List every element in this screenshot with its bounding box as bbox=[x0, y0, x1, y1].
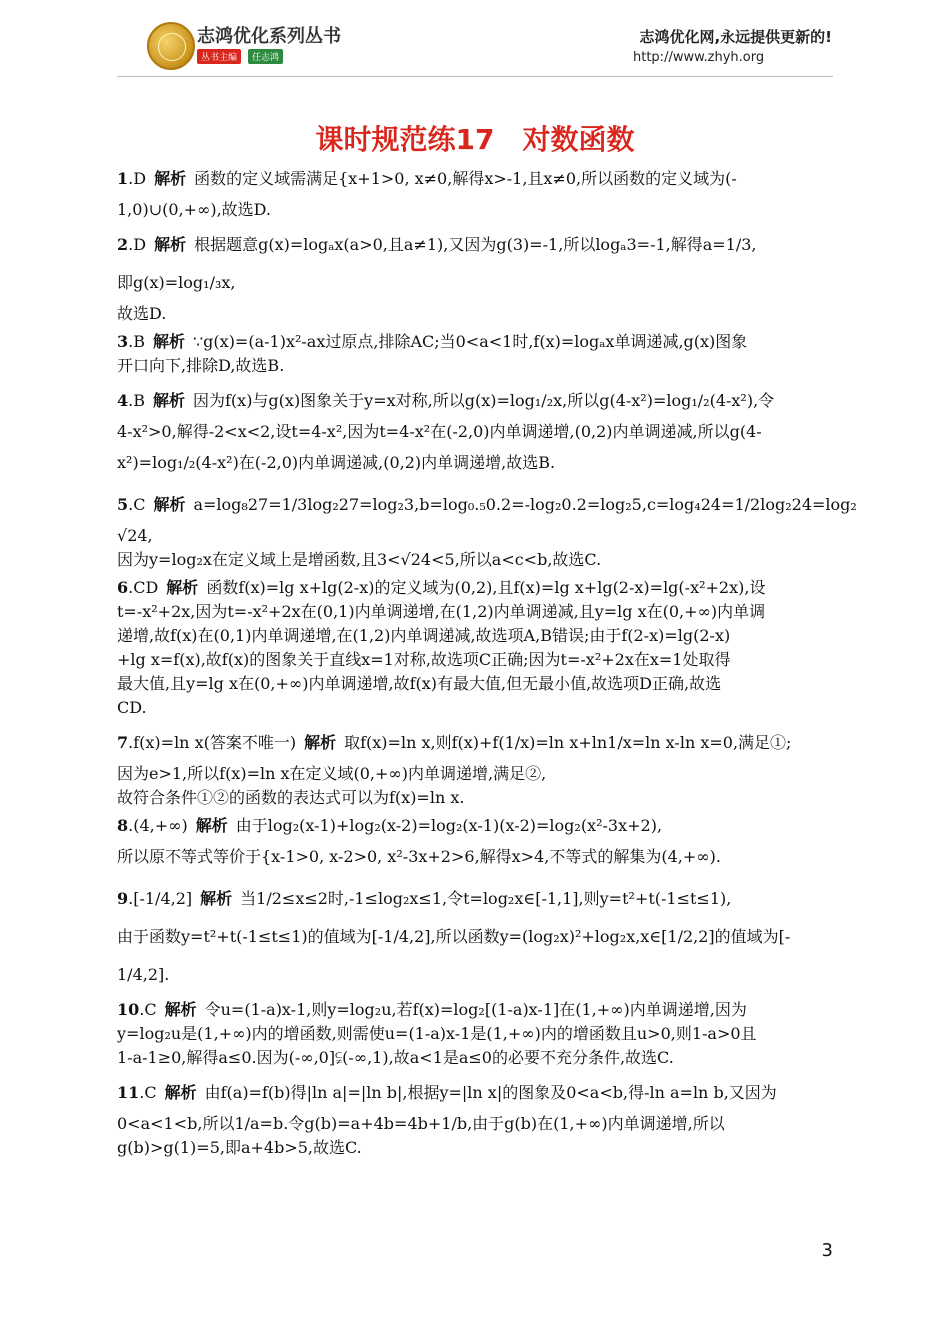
solution-text: 因为e>1,所以f(x)=ln x在定义域(0,+∞)内单调递增,满足②, bbox=[117, 764, 547, 783]
solution-text: 开口向下,排除D,故选B. bbox=[117, 356, 285, 375]
solution-text: 取f(x)=ln x,则f(x)+f(1/x)=ln x+ln1/x=ln x-ln x=0,满足①; bbox=[344, 733, 792, 752]
solution-text: 函数f(x)=lg x+lg(2-x)的定义域为(0,2),且f(x)=lg x+lg(2-x)=lg(-x²+2x),设 bbox=[206, 578, 766, 597]
problem-10-start bbox=[117, 998, 833, 1022]
answer: .B bbox=[128, 332, 145, 351]
solution-text: 所以原不等式等价于{x-1>0, x-2>0, x²-3x+2>6,解得x>4,不等式的解集为(4,+∞). bbox=[117, 847, 721, 866]
solution-line bbox=[117, 302, 833, 326]
solution-text: ∵g(x)=(a-1)x²-ax过原点,排除AC;当0<a<1时,f(x)=logₐx单调递减,g(x)图象 bbox=[193, 332, 748, 351]
solution-text: 因为y=log₂x在定义域上是增函数,且3<√24<5,所以a<c<b,故选C. bbox=[117, 550, 602, 569]
problem-5-start bbox=[117, 486, 857, 524]
solution-line bbox=[117, 548, 833, 572]
problem-number: 4 bbox=[117, 391, 129, 410]
answer: .D bbox=[128, 235, 147, 254]
analysis-label: 解析 bbox=[154, 169, 187, 188]
problem-7-start bbox=[117, 724, 833, 762]
problem-11-start bbox=[117, 1074, 833, 1112]
solution-line bbox=[117, 264, 833, 302]
page-number: 3 bbox=[821, 1240, 833, 1261]
solution-text: 最大值,且y=lg x在(0,+∞)内单调递增,故f(x)有最大值,但无最小值,故选项D正确,故选 bbox=[117, 674, 722, 693]
answer: .C bbox=[139, 1083, 157, 1102]
problem-number: 2 bbox=[117, 235, 129, 254]
solution-text: g(b)>g(1)=5,即a+4b>5,故选C. bbox=[117, 1138, 362, 1157]
solution-text: 递增,故f(x)在(0,1)内单调递增,在(1,2)内单调递减,故选项A,B错误;由于f(2-x)=lg(2-x) bbox=[117, 626, 731, 645]
solution-text: 当1/2≤x≤2时,-1≤log₂x≤1,令t=log₂x∈[-1,1],则y=t²+t(-1≤t≤1), bbox=[240, 889, 732, 908]
solution-line bbox=[117, 198, 833, 222]
solution-line bbox=[117, 696, 833, 720]
solution-text: 故符合条件①②的函数的表达式可以为f(x)=ln x. bbox=[117, 788, 465, 807]
solution-text: 1-a-1≥0,解得a≤0.因为(-∞,0]⫋(-∞,1),故a<1是a≤0的必要不充分条件,故选C. bbox=[117, 1048, 674, 1067]
solution-text: x²)=log₁/₂(4-x²)在(-2,0)内单调递减,(0,2)内单调递增,故选B. bbox=[117, 453, 556, 472]
problem-number: 9 bbox=[117, 889, 129, 908]
solution-text: 1/4,2]. bbox=[117, 965, 170, 984]
problem-number: 10 bbox=[117, 1000, 140, 1019]
problem-number: 6 bbox=[117, 578, 129, 597]
answer: .CD bbox=[128, 578, 159, 597]
solution-text: y=log₂u是(1,+∞)内的增函数,则需使u=(1-a)x-1是(1,+∞)内的增函数且u>0,则1-a>0且 bbox=[117, 1024, 757, 1043]
solution-line bbox=[117, 420, 833, 444]
header-divider bbox=[117, 76, 833, 77]
solution-text: 由于函数y=t²+t(-1≤t≤1)的值域为[-1/4,2],所以函数y=(log₂x)²+log₂x,x∈[1/2,2]的值域为[- bbox=[117, 927, 791, 946]
site-url[interactable]: http://www.zhyh.org bbox=[633, 50, 765, 65]
solution-line bbox=[117, 1112, 833, 1136]
problem-number: 1 bbox=[117, 169, 129, 188]
solutions-body bbox=[117, 160, 857, 1160]
solution-text: +lg x=f(x),故f(x)的图象关于直线x=1对称,故选项C正确;因为t=-x²+2x在x=1处取得 bbox=[117, 650, 731, 669]
solution-text: 0<a<1<b,所以1/a=b.令g(b)=a+4b=4b+1/b,由于g(b)在(1,+∞)内单调递增,所以 bbox=[117, 1114, 725, 1133]
analysis-label: 解析 bbox=[166, 578, 199, 597]
problem-number: 11 bbox=[117, 1083, 140, 1102]
brand-logo bbox=[147, 22, 195, 70]
solution-text: 4-x²>0,解得-2<x<2,设t=4-x²,因为t=4-x²在(-2,0)内单调递增,(0,2)内单调递减,所以g(4- bbox=[117, 422, 762, 441]
solution-line bbox=[117, 1136, 833, 1160]
solution-line bbox=[117, 600, 833, 624]
solution-text: 由f(a)=f(b)得|ln a|=|ln b|,根据y=|ln x|的图象及0<a<b,得-ln a=ln b,又因为 bbox=[204, 1083, 777, 1102]
answer: .f(x)=ln x(答案不唯一) bbox=[128, 733, 297, 752]
answer: .C bbox=[128, 495, 146, 514]
analysis-label: 解析 bbox=[152, 391, 185, 410]
solution-line bbox=[117, 786, 833, 810]
analysis-label: 解析 bbox=[164, 1083, 197, 1102]
solution-text: 函数的定义域需满足{x+1>0, x≠0,解得x>-1,且x≠0,所以函数的定义域为(- bbox=[194, 169, 737, 188]
problem-4-start bbox=[117, 382, 833, 420]
solution-text: 根据题意g(x)=logₐx(a>0,且a≠1),又因为g(3)=-1,所以logₐ3=-1,解得a=1/3, bbox=[194, 235, 757, 254]
solution-line bbox=[117, 956, 833, 994]
solution-line bbox=[117, 524, 833, 548]
solution-line bbox=[117, 444, 833, 482]
answer: .B bbox=[128, 391, 145, 410]
solution-line bbox=[117, 918, 833, 956]
problem-number: 3 bbox=[117, 332, 129, 351]
solution-text: a=log₈27=1/3log₂27=log₂3,b=log₀.₅0.2=-log₂0.2=log₂5,c=log₄24=1/2log₂24=log₂ bbox=[193, 495, 857, 514]
solution-text: CD. bbox=[117, 698, 147, 717]
problem-8-start bbox=[117, 814, 833, 838]
problem-number: 8 bbox=[117, 816, 129, 835]
solution-text: 因为f(x)与g(x)图象关于y=x对称,所以g(x)=log₁/₂x,所以g(4-x²)=log₁/₂(4-x²),令 bbox=[193, 391, 775, 410]
analysis-label: 解析 bbox=[200, 889, 233, 908]
analysis-label: 解析 bbox=[195, 816, 228, 835]
problem-1-start bbox=[117, 160, 833, 198]
solution-line bbox=[117, 672, 833, 696]
series-editor-label: 丛书主编 bbox=[197, 49, 241, 64]
analysis-label: 解析 bbox=[164, 1000, 197, 1019]
analysis-label: 解析 bbox=[304, 733, 337, 752]
solution-line bbox=[117, 648, 833, 672]
page-header bbox=[0, 0, 950, 80]
solution-line bbox=[117, 1022, 833, 1046]
series-editor-name: 任志鸿 bbox=[248, 49, 283, 64]
analysis-label: 解析 bbox=[154, 235, 187, 254]
solution-text: 即g(x)=log₁/₃x, bbox=[117, 273, 236, 292]
solution-line bbox=[117, 838, 833, 876]
analysis-label: 解析 bbox=[152, 332, 185, 351]
analysis-label: 解析 bbox=[153, 495, 186, 514]
slogan: 志鸿优化网,永远提供更新的! bbox=[639, 28, 832, 46]
answer: .D bbox=[128, 169, 147, 188]
solution-text: 由于log₂(x-1)+log₂(x-2)=log₂(x-1)(x-2)=log₂(x²-3x+2), bbox=[235, 816, 663, 835]
solution-text: 1,0)∪(0,+∞),故选D. bbox=[117, 200, 272, 219]
problem-9-start bbox=[117, 880, 833, 918]
problem-6-start bbox=[117, 576, 833, 600]
problem-number: 7 bbox=[117, 733, 129, 752]
solution-text: 故选D. bbox=[117, 304, 167, 323]
solution-text: 令u=(1-a)x-1,则y=log₂u,若f(x)=log₂[(1-a)x-1]在(1,+∞)内单调递增,因为 bbox=[204, 1000, 747, 1019]
solution-line bbox=[117, 762, 833, 786]
problem-3-start bbox=[117, 330, 833, 354]
solution-text: t=-x²+2x,因为t=-x²+2x在(0,1)内单调递增,在(1,2)内单调递减,且y=lg x在(0,+∞)内单调 bbox=[117, 602, 766, 621]
problem-2-start bbox=[117, 226, 833, 264]
page-title: 课时规范练17 对数函数 bbox=[315, 123, 635, 156]
answer: .[-1/4,2] bbox=[128, 889, 193, 908]
solution-line bbox=[117, 624, 833, 648]
answer: .(4,+∞) bbox=[128, 816, 188, 835]
problem-number: 5 bbox=[117, 495, 129, 514]
solution-line bbox=[117, 1046, 833, 1070]
solution-line bbox=[117, 354, 833, 378]
solution-text: √24, bbox=[117, 526, 153, 545]
answer: .C bbox=[139, 1000, 157, 1019]
series-title: 志鸿优化系列丛书 bbox=[197, 26, 341, 47]
